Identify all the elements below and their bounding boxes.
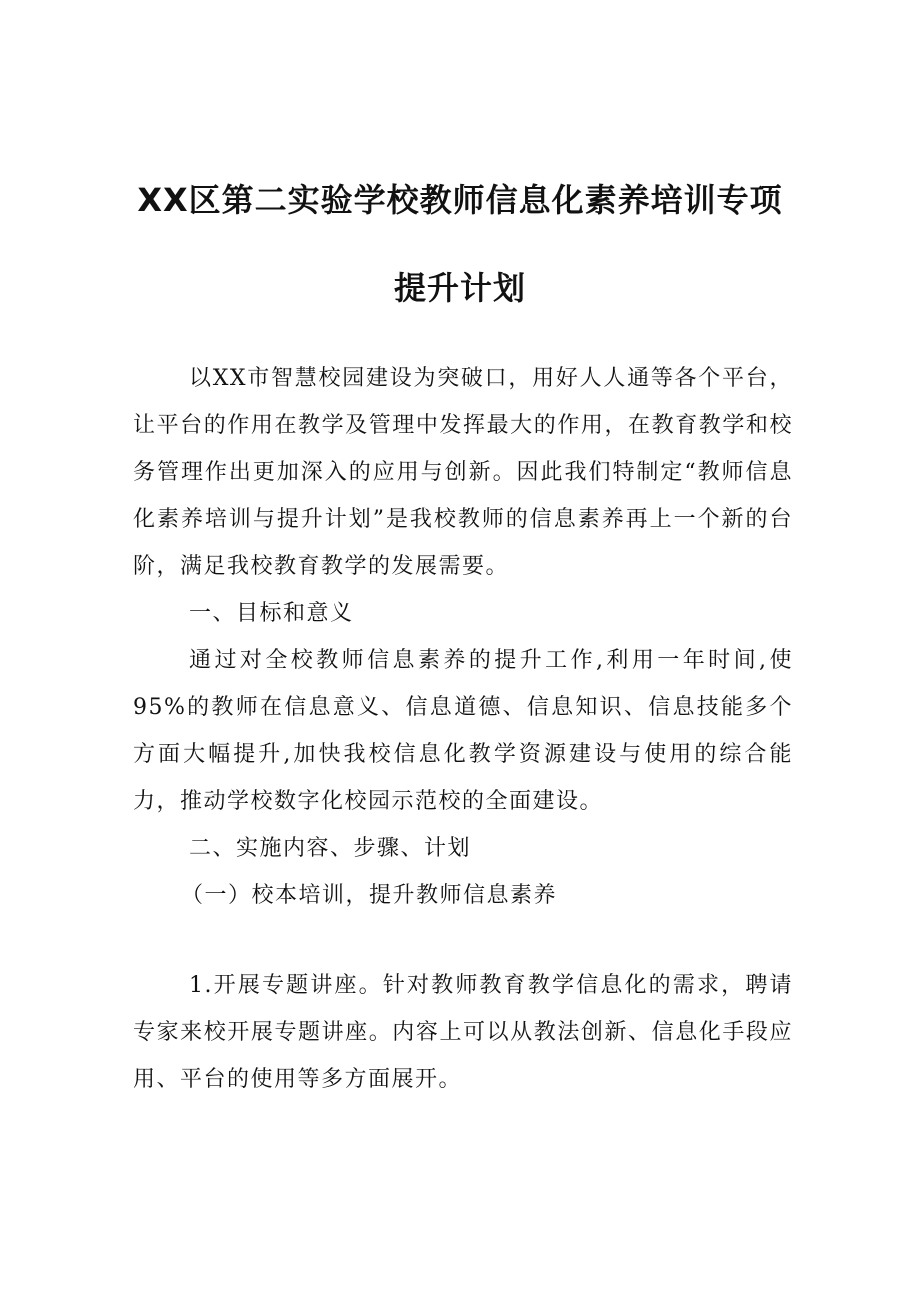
goals-paragraph: 通过对全校教师信息素养的提升工作,利用一年时间,使95%的教师在信息意义、信息道德、信息知识、信息技能多个方面大幅提升,加快我校信息化教学资源建设与使用的综合能力，推动学校数字化校园示范校的全面建设。	[133, 648, 793, 814]
intro-paragraph: 以XX市智慧校园建设为突破口，用好人人通等各个平台，让平台的作用在教学及管理中发挥最大的作用，在教育教学和校务管理作出更加深入的应用与创新。因此我们特制定“教师信息化素养培训与提升计划”是我校教师的信息素养再上一个新的台阶，满足我校教育教学的发展需要。	[133, 366, 793, 579]
subsection-heading-school-training: （一）校本培训，提升教师信息素养	[181, 883, 558, 908]
document-title-line-1: XX区第二实验学校教师信息化素养培训专项	[137, 181, 783, 219]
item-paragraph-lectures: 1.开展专题讲座。针对教师教育教学信息化的需求，聘请专家来校开展专题讲座。内容上可以从教法创新、信息化手段应用、平台的使用等多方面展开。	[133, 973, 793, 1092]
document-title-line-2: 提升计划	[393, 269, 526, 307]
section-heading-goals: 一、目标和意义	[189, 601, 354, 626]
section-heading-implementation: 二、实施内容、步骤、计划	[189, 836, 472, 861]
